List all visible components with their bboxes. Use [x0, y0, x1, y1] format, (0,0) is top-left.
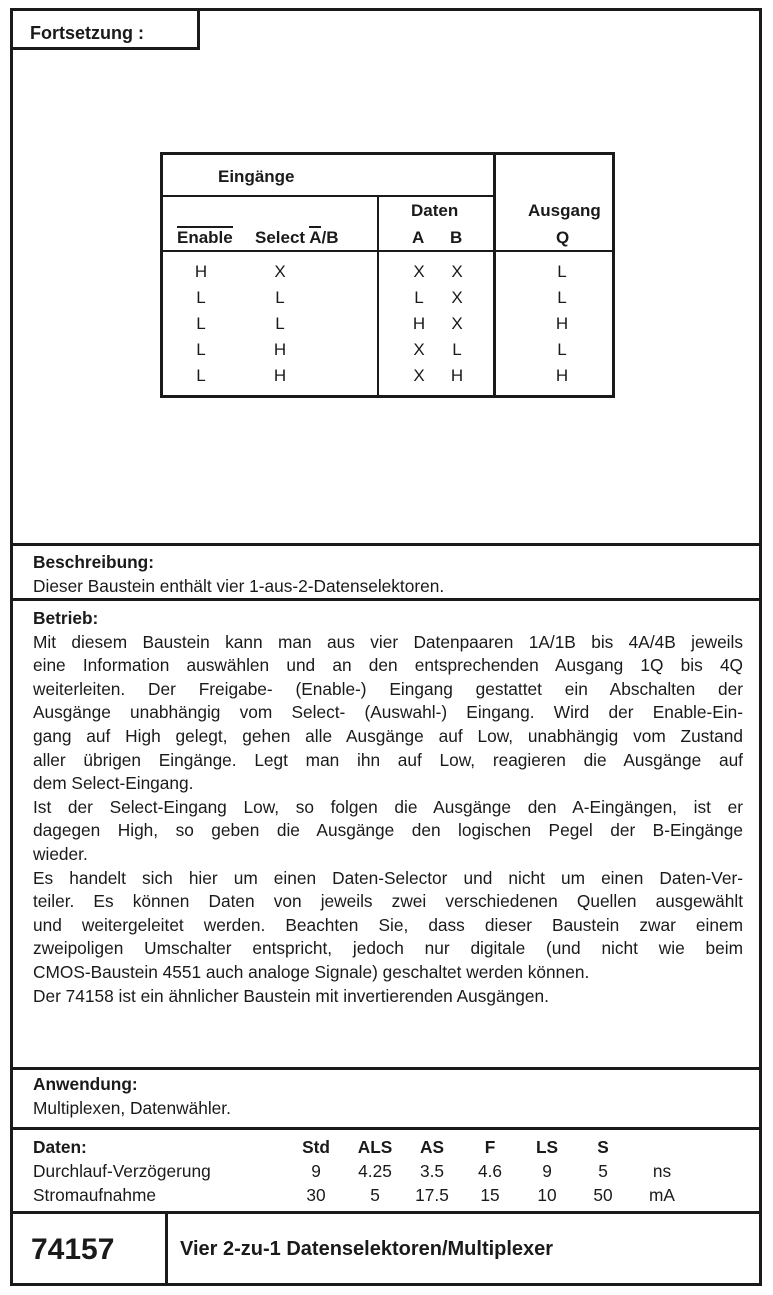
cell-b: H — [450, 366, 464, 385]
header-output: Ausgang — [528, 201, 601, 220]
part-number: 74157 — [31, 1233, 115, 1266]
section-operation — [33, 607, 743, 1008]
cell-b: X — [451, 288, 463, 307]
table-line-v2 — [493, 155, 496, 395]
cell-enable: L — [196, 288, 206, 307]
header-inputs: Eingänge — [218, 167, 295, 186]
data-column-header: ALS — [357, 1137, 393, 1157]
cell-b: L — [452, 340, 462, 359]
data-column-header: S — [597, 1137, 609, 1157]
divider — [10, 1067, 762, 1070]
header-data: Daten — [411, 201, 459, 220]
paragraph-line: aller übrigen Eingänge. Legt man ihn auf Low, reagieren die Ausgänge auf — [33, 749, 743, 770]
divider — [10, 598, 762, 601]
divider — [10, 1211, 762, 1214]
data-column-header: F — [484, 1137, 496, 1157]
part-title: Vier 2-zu-1 Datenselektoren/Multiplexer — [180, 1238, 554, 1260]
cell-select: H — [273, 340, 287, 359]
data-value: 30 — [306, 1185, 326, 1205]
data-column-header: AS — [419, 1137, 444, 1157]
data-row-label: Stromaufnahme — [33, 1185, 156, 1205]
data-column-header: Std — [302, 1137, 330, 1157]
cell-a: H — [412, 314, 426, 333]
paragraph-line: CMOS-Baustein 4551 auch analoge Signale) geschaltet werden können. — [33, 961, 590, 982]
data-unit: mA — [649, 1185, 675, 1205]
section-description — [33, 551, 444, 598]
cell-b: X — [451, 314, 463, 333]
paragraph-line: teiler. Es können Daten von jeweils zwei verschiedenen Quellen ausgewählt — [33, 891, 743, 912]
cell-q: L — [557, 340, 567, 359]
cell-select: L — [275, 314, 285, 333]
paragraph-line: Ausgänge unabhängig vom Select- (Auswahl-) Eingang. Wird der Enable-Ein- — [33, 702, 743, 723]
cell-enable: L — [196, 366, 206, 385]
truth-table — [160, 152, 615, 398]
paragraph-line: Der 74158 ist ein ähnlicher Baustein mit invertierenden Ausgängen. — [33, 985, 549, 1006]
cell-a: X — [413, 340, 425, 359]
paragraph-line: Es handelt sich hier um einen Daten-Selector und nicht um einen Daten-Ver- — [33, 867, 743, 888]
data-value: 5 — [370, 1185, 380, 1205]
header-enable: Enable — [177, 228, 233, 247]
divider — [10, 543, 762, 546]
data-value: 15 — [480, 1185, 500, 1205]
data-heading: Daten: — [33, 1137, 87, 1157]
header-select: Select A/B — [255, 228, 339, 247]
cell-select: X — [274, 262, 286, 281]
cell-a: X — [413, 366, 425, 385]
section-heading: Betrieb: — [33, 608, 99, 628]
paragraph-line: zweipoligen Umschalter entspricht, jedoch nur digitale (und nicht wie beim — [33, 938, 743, 959]
table-line-h1 — [163, 195, 495, 197]
cell-q: L — [557, 262, 567, 281]
header-data-a: A — [412, 228, 425, 247]
cell-select: L — [275, 288, 285, 307]
data-value: 17.5 — [415, 1185, 449, 1205]
data-value: 4.25 — [358, 1161, 392, 1181]
header-output-q: Q — [556, 228, 570, 247]
divider-vertical — [165, 1211, 168, 1286]
data-value: 50 — [593, 1185, 613, 1205]
cell-q: H — [555, 314, 569, 333]
paragraph-line: wieder. — [33, 843, 88, 864]
section-text: Multiplexen, Datenwähler. — [33, 1097, 231, 1118]
data-value: 4.6 — [477, 1161, 503, 1181]
cell-q: H — [555, 366, 569, 385]
cell-a: X — [413, 262, 425, 281]
data-value: 9 — [542, 1161, 552, 1181]
continuation-label: Fortsetzung : — [10, 8, 200, 50]
paragraph-line: dem Select-Eingang. — [33, 773, 194, 794]
paragraph-line: Mit diesem Baustein kann man aus vier Datenpaaren 1A/1B bis 4A/4B jeweils — [33, 631, 743, 652]
data-unit: ns — [652, 1161, 672, 1181]
section-application — [33, 1073, 231, 1120]
section-heading: Anwendung: — [33, 1074, 138, 1094]
data-value: 9 — [311, 1161, 321, 1181]
table-line-h2 — [163, 250, 612, 252]
data-column-header: LS — [535, 1137, 559, 1157]
paragraph-line: weiterleiten. Der Freigabe- (Enable-) Eingang gestattet ein Abschalten der — [33, 678, 743, 699]
cell-enable: L — [196, 314, 206, 333]
header-data-b: B — [450, 228, 463, 247]
paragraph-line: eine Information auswählen und an den entsprechenden Ausgang 1Q bis 4Q — [33, 655, 743, 676]
paragraph-line: Ist der Select-Eingang Low, so folgen die Ausgänge den A-Eingängen, ist er — [33, 796, 743, 817]
cell-q: L — [557, 288, 567, 307]
cell-enable: L — [196, 340, 206, 359]
paragraph-line: und weitergeleitet werden. Beachten Sie, dass dieser Baustein zwar einem — [33, 914, 743, 935]
section-heading: Beschreibung: — [33, 552, 154, 572]
data-value: 3.5 — [419, 1161, 445, 1181]
table-line-v1 — [377, 195, 379, 395]
cell-a: L — [414, 288, 424, 307]
data-value: 5 — [598, 1161, 608, 1181]
data-value: 10 — [537, 1185, 557, 1205]
divider — [10, 1127, 762, 1130]
paragraph-line: dagegen High, so geben die Ausgänge den logischen Pegel der B-Eingänge — [33, 820, 743, 841]
cell-select: H — [273, 366, 287, 385]
cell-b: X — [451, 262, 463, 281]
paragraph-line: gang auf High gelegt, gehen alle Ausgänge auf Low, unabhängig vom Zustand — [33, 725, 743, 746]
data-row-label: Durchlauf-Verzögerung — [33, 1161, 211, 1181]
cell-enable: H — [194, 262, 208, 281]
section-text: Dieser Baustein enthält vier 1-aus-2-Datenselektoren. — [33, 575, 445, 596]
